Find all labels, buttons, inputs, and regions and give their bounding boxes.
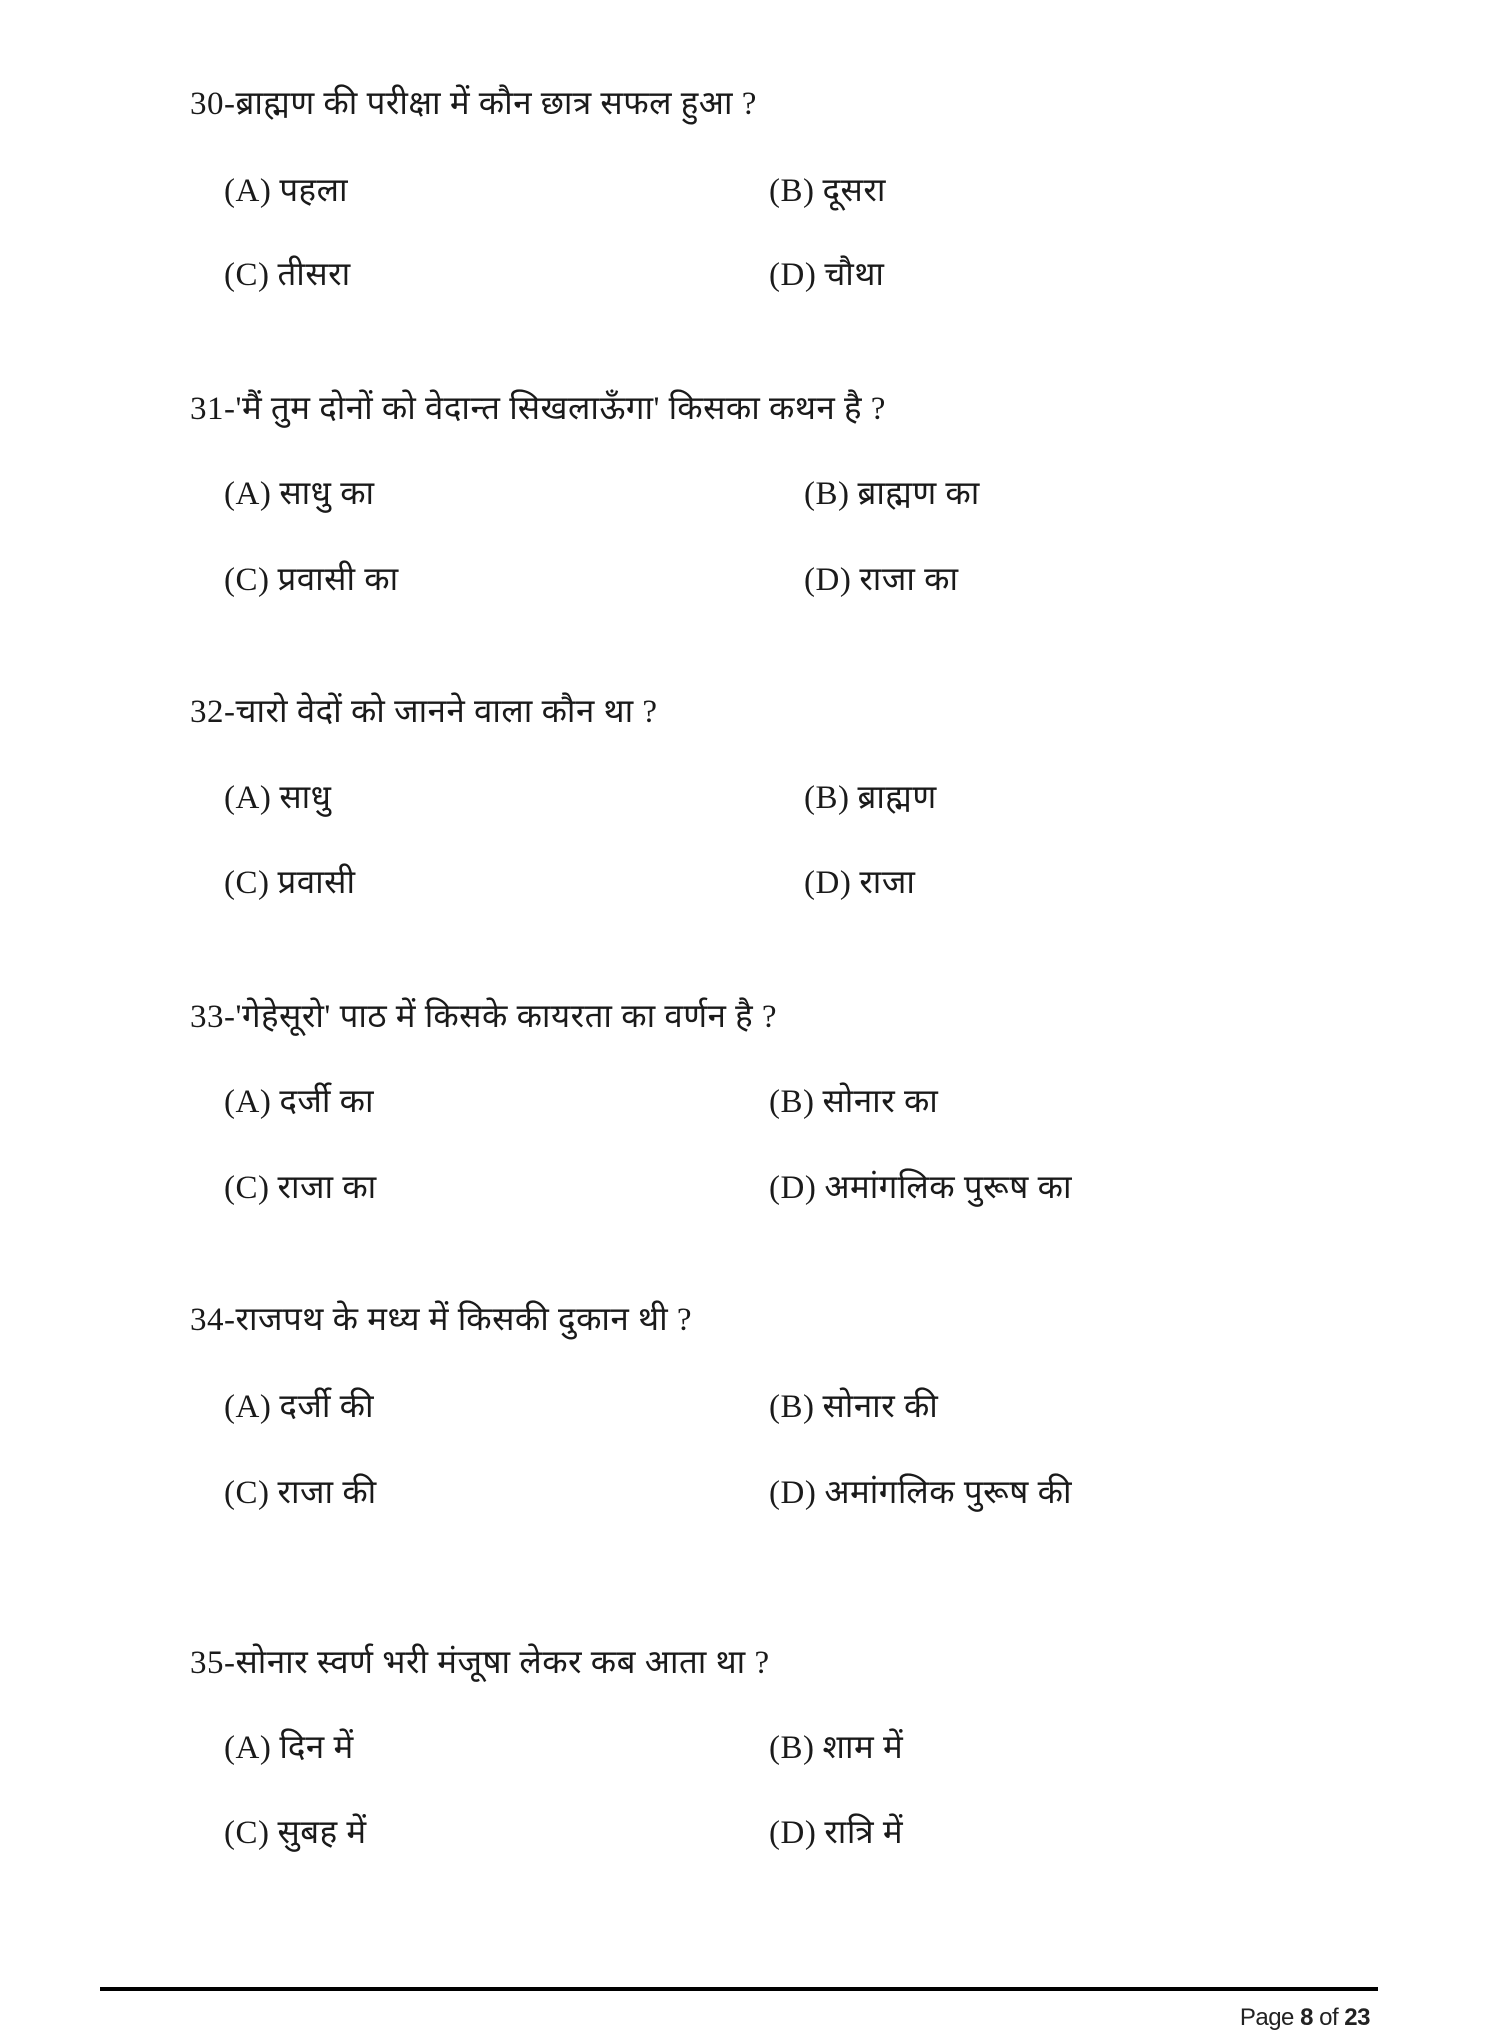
- option-text: तीसरा: [277, 257, 351, 293]
- option-key: (A): [224, 1389, 272, 1425]
- option-34-d: [769, 1471, 1072, 1515]
- question-30: [190, 82, 757, 126]
- total-pages: 23: [1344, 2004, 1370, 2031]
- question-number: 30-: [190, 86, 236, 122]
- option-text: सोनार का: [822, 1084, 939, 1120]
- option-text: सोनार की: [822, 1389, 939, 1425]
- option-key: (B): [769, 1084, 815, 1120]
- option-34-a: [224, 1385, 374, 1429]
- option-32-b: [804, 776, 937, 820]
- option-text: दूसरा: [822, 173, 886, 209]
- option-key: (D): [769, 257, 817, 293]
- option-31-b: [804, 472, 980, 516]
- option-35-b: [769, 1726, 903, 1770]
- question-text: राजपथ के मध्य में किसकी दुकान थी ?: [235, 1302, 693, 1338]
- option-30-d: [769, 253, 884, 297]
- option-key: (C): [224, 1815, 270, 1851]
- option-text: प्रवासी का: [277, 562, 399, 598]
- option-key: (C): [224, 1475, 270, 1511]
- option-32-a: [224, 776, 331, 820]
- question-text: 'गेहेसूरो' पाठ में किसके कायरता का वर्णन है ?: [235, 999, 778, 1035]
- question-35: [190, 1641, 770, 1685]
- option-text: राजा की: [277, 1475, 377, 1511]
- option-key: (A): [224, 173, 272, 209]
- page-label: Page: [1239, 2004, 1294, 2031]
- option-30-a: [224, 169, 348, 213]
- option-key: (B): [804, 476, 850, 512]
- option-31-c: [224, 558, 399, 602]
- option-33-c: [224, 1166, 377, 1210]
- current-page: 8: [1300, 2004, 1313, 2031]
- option-33-b: [769, 1080, 938, 1124]
- option-32-c: [224, 861, 356, 905]
- option-30-b: [769, 169, 886, 213]
- option-text: राजा का: [277, 1170, 377, 1206]
- option-text: सुबह में: [277, 1815, 367, 1851]
- option-key: (B): [804, 780, 850, 816]
- of-label: of: [1319, 2004, 1339, 2031]
- option-text: दिन में: [279, 1730, 354, 1766]
- option-text: ब्राह्मण का: [857, 476, 980, 512]
- option-key: (D): [804, 865, 852, 901]
- option-31-d: [804, 558, 959, 602]
- option-34-c: [224, 1471, 377, 1515]
- option-key: (B): [769, 173, 815, 209]
- option-35-a: [224, 1726, 354, 1770]
- question-number: 35-: [190, 1645, 236, 1681]
- question-31: [190, 387, 886, 431]
- option-text: ब्राह्मण: [857, 780, 937, 816]
- option-text: शाम में: [822, 1730, 904, 1766]
- option-key: (C): [224, 562, 270, 598]
- option-key: (A): [224, 1084, 272, 1120]
- option-key: (C): [224, 257, 270, 293]
- option-key: (D): [769, 1815, 817, 1851]
- question-33: [190, 995, 777, 1039]
- option-text: प्रवासी: [277, 865, 356, 901]
- option-34-b: [769, 1385, 938, 1429]
- option-text: रात्रि में: [824, 1815, 904, 1851]
- question-number: 34-: [190, 1302, 236, 1338]
- question-32: [190, 690, 658, 734]
- option-30-c: [224, 253, 351, 297]
- option-text: पहला: [279, 173, 349, 209]
- page-number: [1240, 2004, 1370, 2032]
- option-32-d: [804, 861, 915, 905]
- option-key: (A): [224, 780, 272, 816]
- option-text: अमांगलिक पुरूष का: [824, 1170, 1072, 1206]
- option-33-a: [224, 1080, 374, 1124]
- question-text: सोनार स्वर्ण भरी मंजूषा लेकर कब आता था ?: [235, 1645, 770, 1681]
- footer-divider: [100, 1987, 1378, 1991]
- question-number: 31-: [190, 391, 236, 427]
- option-key: (D): [769, 1170, 817, 1206]
- option-key: (D): [769, 1475, 817, 1511]
- option-text: दर्जी की: [279, 1389, 375, 1425]
- option-text: राजा का: [859, 562, 959, 598]
- question-text: चारो वेदों को जानने वाला कौन था ?: [235, 694, 658, 730]
- question-text: ब्राह्मण की परीक्षा में कौन छात्र सफल हुआ ?: [235, 86, 757, 122]
- option-key: (A): [224, 476, 272, 512]
- option-text: दर्जी का: [279, 1084, 375, 1120]
- option-text: अमांगलिक पुरूष की: [824, 1475, 1072, 1511]
- question-text: 'मैं तुम दोनों को वेदान्त सिखलाऊँगा' किसका कथन है ?: [235, 391, 886, 427]
- option-text: साधु का: [279, 476, 375, 512]
- question-34: [190, 1298, 692, 1342]
- question-number: 32-: [190, 694, 236, 730]
- option-key: (C): [224, 1170, 270, 1206]
- option-key: (D): [804, 562, 852, 598]
- option-31-a: [224, 472, 375, 516]
- option-key: (B): [769, 1389, 815, 1425]
- option-33-d: [769, 1166, 1072, 1210]
- option-35-d: [769, 1811, 903, 1855]
- option-text: साधु: [279, 780, 332, 816]
- option-text: राजा: [859, 865, 916, 901]
- option-key: (B): [769, 1730, 815, 1766]
- question-number: 33-: [190, 999, 236, 1035]
- option-35-c: [224, 1811, 367, 1855]
- option-key: (A): [224, 1730, 272, 1766]
- option-key: (C): [224, 865, 270, 901]
- option-text: चौथा: [824, 257, 885, 293]
